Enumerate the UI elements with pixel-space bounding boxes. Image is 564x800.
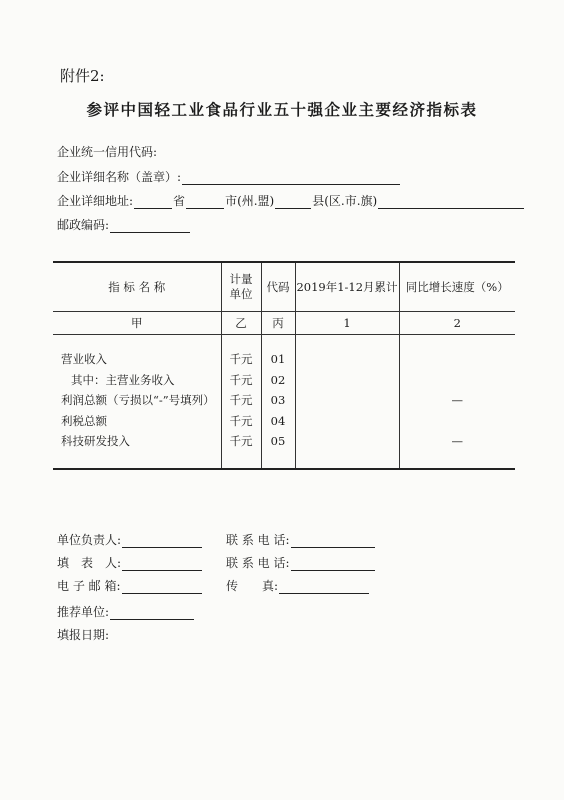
fax-field[interactable] bbox=[279, 581, 369, 594]
header-cumulative: 2019年1-12月累计 bbox=[295, 262, 399, 312]
fax-row bbox=[226, 577, 370, 594]
fax-label: 传 真: bbox=[226, 579, 279, 593]
phone1-row bbox=[226, 531, 376, 548]
credit-code-label: 企业统一信用代码: bbox=[57, 145, 158, 159]
address-city-label: 市(州.盟) bbox=[225, 194, 275, 208]
row-growth-cell[interactable] bbox=[399, 349, 515, 370]
row-cumulative-cell[interactable] bbox=[295, 431, 399, 452]
table-row bbox=[53, 431, 515, 452]
filler-field[interactable] bbox=[122, 558, 202, 571]
recommender-field[interactable] bbox=[110, 607, 194, 620]
row-name: 营业收入 bbox=[61, 352, 107, 367]
row-cumulative-cell[interactable] bbox=[295, 411, 399, 432]
table-subheader-row bbox=[53, 312, 515, 335]
company-name-label: 企业详细名称（盖章）: bbox=[57, 170, 182, 184]
sub-col-2: 2 bbox=[399, 312, 515, 335]
row-growth-cell[interactable] bbox=[399, 411, 515, 432]
table-header-row bbox=[53, 262, 515, 312]
row-unit: 千元 bbox=[221, 431, 261, 452]
page-title: 参评中国轻工业食品行业五十强企业主要经济指标表 bbox=[86, 100, 478, 119]
sub-col-1: 1 bbox=[295, 312, 399, 335]
date-row bbox=[57, 626, 109, 643]
email-field[interactable] bbox=[122, 581, 202, 594]
header-unit: 计量 单位 bbox=[221, 262, 261, 312]
header-code: 代码 bbox=[261, 262, 295, 312]
person-in-charge-row bbox=[57, 531, 203, 548]
person-in-charge-label: 单位负责人: bbox=[57, 533, 122, 547]
row-code: 03 bbox=[261, 390, 295, 411]
row-cumulative-cell[interactable] bbox=[295, 390, 399, 411]
table-row bbox=[53, 411, 515, 432]
row-name: 利税总额 bbox=[61, 413, 107, 428]
row-growth-cell[interactable] bbox=[399, 370, 515, 391]
table-row bbox=[53, 390, 515, 411]
company-address-row bbox=[57, 192, 525, 209]
address-county-label: 县(区.市.旗) bbox=[312, 194, 378, 208]
row-code: 04 bbox=[261, 411, 295, 432]
row-code: 01 bbox=[261, 349, 295, 370]
row-unit: 千元 bbox=[221, 390, 261, 411]
table-bottom-row bbox=[53, 452, 515, 469]
row-name: 利润总额（亏损以“-”号填列） bbox=[61, 393, 215, 408]
recommender-label: 推荐单位: bbox=[57, 605, 110, 619]
address-province-field[interactable] bbox=[134, 196, 172, 209]
company-name-row bbox=[57, 168, 401, 185]
address-detail-field[interactable] bbox=[378, 196, 524, 209]
attachment-label: 附件2: bbox=[60, 67, 105, 85]
email-label: 电 子 邮 箱: bbox=[57, 579, 121, 593]
filler-label: 填 表 人: bbox=[57, 556, 122, 570]
sub-col-c: 丙 bbox=[261, 312, 295, 335]
sub-col-b: 乙 bbox=[221, 312, 261, 335]
company-address-label: 企业详细地址: bbox=[57, 194, 134, 208]
company-name-field[interactable] bbox=[182, 172, 400, 185]
row-name: 科技研发投入 bbox=[61, 434, 130, 449]
address-province-label: 省 bbox=[173, 194, 186, 208]
row-code: 05 bbox=[261, 431, 295, 452]
phone2-field[interactable] bbox=[291, 558, 375, 571]
table-spacer-row bbox=[53, 335, 515, 350]
person-in-charge-field[interactable] bbox=[122, 535, 202, 548]
phone1-field[interactable] bbox=[291, 535, 375, 548]
table-row bbox=[53, 349, 515, 370]
row-unit: 千元 bbox=[221, 370, 261, 391]
row-unit: 千元 bbox=[221, 411, 261, 432]
date-label: 填报日期: bbox=[57, 628, 110, 642]
address-city-field[interactable] bbox=[186, 196, 224, 209]
postcode-row bbox=[57, 216, 191, 233]
row-growth-cell: — bbox=[399, 390, 515, 411]
address-county-field[interactable] bbox=[275, 196, 311, 209]
filler-row bbox=[57, 554, 203, 571]
phone2-label: 联 系 电 话: bbox=[226, 556, 290, 570]
row-unit: 千元 bbox=[221, 349, 261, 370]
row-cumulative-cell[interactable] bbox=[295, 349, 399, 370]
indicator-table bbox=[53, 261, 515, 470]
postcode-label: 邮政编码: bbox=[57, 218, 110, 232]
header-growth: 同比增长速度（%） bbox=[399, 262, 515, 312]
email-row bbox=[57, 577, 203, 594]
header-indicator: 指 标 名 称 bbox=[53, 262, 221, 312]
row-cumulative-cell[interactable] bbox=[295, 370, 399, 391]
recommender-row bbox=[57, 603, 195, 620]
row-code: 02 bbox=[261, 370, 295, 391]
postcode-field[interactable] bbox=[110, 220, 190, 233]
phone1-label: 联 系 电 话: bbox=[226, 533, 290, 547]
phone2-row bbox=[226, 554, 376, 571]
table-row bbox=[53, 370, 515, 391]
sub-col-a: 甲 bbox=[53, 312, 221, 335]
row-name: 其中：主营业务收入 bbox=[71, 372, 175, 387]
row-growth-cell: — bbox=[399, 431, 515, 452]
